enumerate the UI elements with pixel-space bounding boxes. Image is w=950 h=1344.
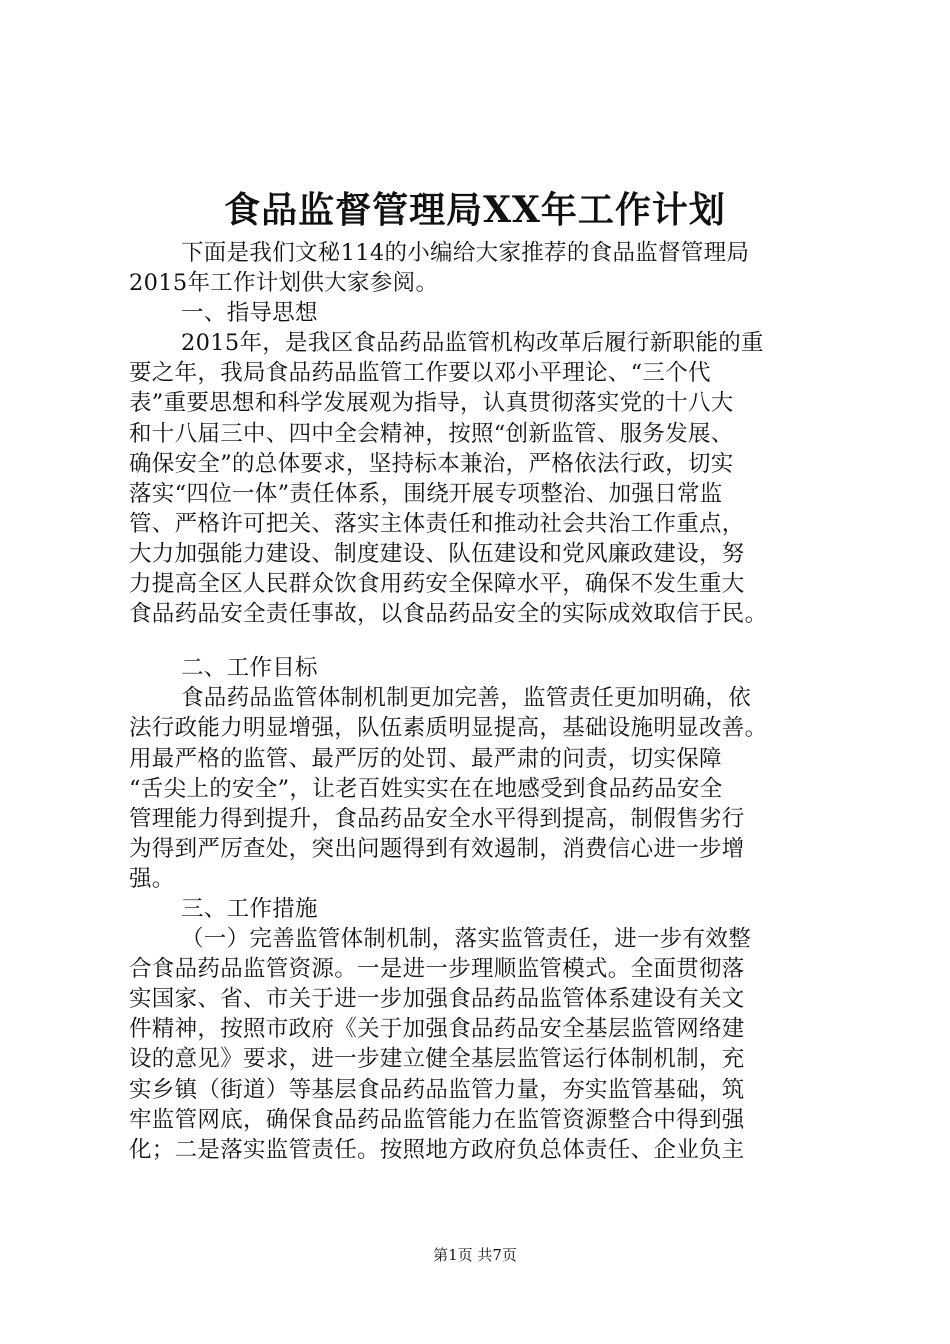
document-title: 食品监督管理局XX年工作计划 — [224, 189, 726, 231]
text-line: 2015年工作计划供大家参阅。 — [129, 270, 439, 297]
text-line: 为得到严厉查处，突出问题得到有效遏制，消费信心进一步增 — [129, 835, 745, 862]
text-line: 一、指导思想 — [181, 300, 318, 327]
text-line: 下面是我们文秘114的小编给大家推荐的食品监督管理局 — [181, 240, 750, 266]
text-line: 食品药品监管体制机制更加完善，监管责任更加明确，依 — [181, 685, 752, 712]
text-line: 大力加强能力建设、制度建设、队伍建设和党风廉政建设，努 — [129, 540, 745, 567]
text-line: 强。 — [129, 865, 175, 892]
text-line: 要之年，我局食品药品监管工作要以邓小平理论、“三个代 — [129, 360, 711, 387]
text-line: 确保安全”的总体要求，坚持标本兼治，严格依法行政，切实 — [129, 450, 734, 477]
text-line: 实乡镇（街道）等基层食品药品监管力量，夯实监管基础，筑 — [129, 1076, 745, 1103]
text-line: 和十八届三中、四中全会精神，按照“创新监管、服务发展、 — [129, 420, 734, 447]
page-footer: 第1页 共7页 — [433, 1246, 517, 1264]
text-line: 实国家、省、市关于进一步加强食品药品监管体系建设有关文 — [129, 986, 745, 1013]
text-line: 落实“四位一体”责任体系，围绕开展专项整治、加强日常监 — [129, 480, 723, 507]
text-line: 管、严格许可把关、落实主体责任和推动社会共治工作重点， — [129, 510, 745, 537]
text-line: 三、工作措施 — [181, 895, 318, 922]
text-line: 表”重要思想和科学发展观为指导，认真贯彻落实党的十八大 — [129, 390, 734, 417]
text-line: 2015年，是我区食品药品监管机构改革后履行新职能的重 — [181, 330, 764, 357]
text-line: 件精神，按照市政府《关于加强食品药品安全基层监管网络建 — [129, 1016, 745, 1043]
text-line: 合食品药品监管资源。一是进一步理顺监管模式。全面贯彻落 — [129, 956, 745, 983]
text-line: （一）完善监管体制机制，落实监管责任，进一步有效整 — [181, 926, 752, 953]
text-line: 管理能力得到提升，食品药品安全水平得到提高，制假售劣行 — [129, 805, 745, 832]
text-line: 化；二是落实监管责任。按照地方政府负总体责任、企业负主 — [129, 1136, 745, 1163]
text-line: “舌尖上的安全”，让老百姓实实在在地感受到食品药品安全 — [129, 775, 723, 802]
text-line: 用最严格的监管、最严厉的处罚、最严肃的问责，切实保障 — [129, 745, 722, 772]
text-line: 牢监管网底，确保食品药品监管能力在监管资源整合中得到强 — [129, 1106, 745, 1133]
text-line: 设的意见》要求，进一步建立健全基层监管运行体制机制，充 — [129, 1046, 745, 1073]
text-line: 食品药品安全责任事故，以食品药品安全的实际成效取信于民。 — [129, 601, 768, 628]
text-line: 二、工作目标 — [181, 655, 318, 682]
text-line: 法行政能力明显增强，队伍素质明显提高，基础设施明显改善。 — [129, 715, 768, 742]
document-body — [129, 238, 834, 1165]
paragraph-gap — [129, 629, 834, 653]
text-line: 力提高全区人民群众饮食用药安全保障水平，确保不发生重大 — [129, 571, 745, 598]
